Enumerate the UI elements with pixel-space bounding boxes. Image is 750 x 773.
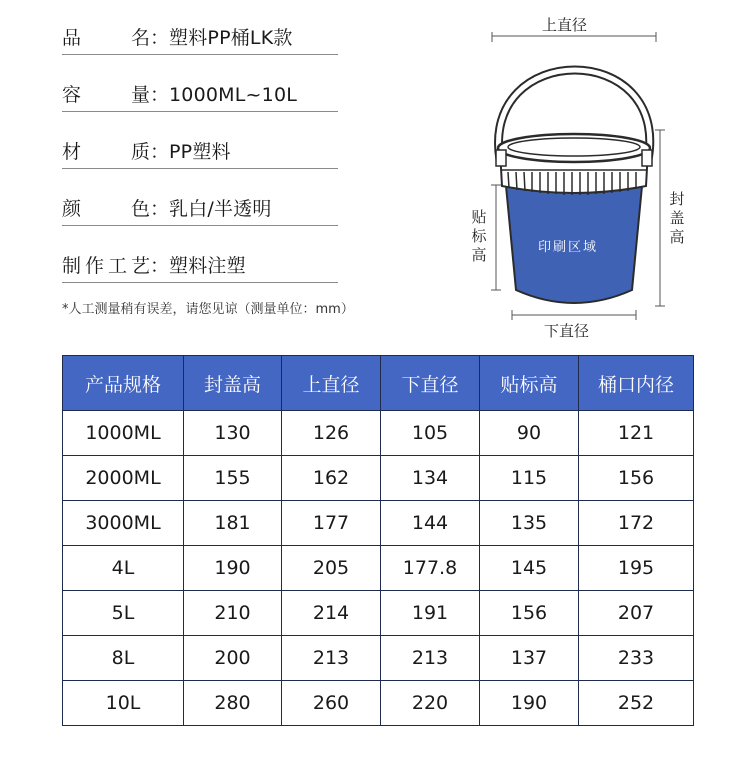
label-height-label: 贴标高	[471, 208, 487, 264]
spec-label	[62, 250, 150, 282]
spec-label-char: 工	[107, 255, 127, 277]
table-cell: 2000ML	[63, 456, 184, 501]
spec-label-char: 材	[62, 141, 82, 163]
header-cell: 桶口内径	[579, 356, 694, 411]
spec-label-char: 艺	[130, 255, 150, 277]
spec-label-char: 制	[62, 255, 82, 277]
spec-value: PP塑料	[169, 141, 231, 163]
table-cell: 162	[282, 456, 381, 501]
table-cell: 115	[480, 456, 579, 501]
table-row	[63, 501, 694, 546]
spec-value: 塑料PP桶LK款	[169, 27, 293, 49]
table-cell: 105	[381, 411, 480, 456]
spec-colon: ：	[150, 255, 170, 277]
spec-label-char: 质	[130, 141, 150, 163]
header-cell: 下直径	[381, 356, 480, 411]
table-cell: 144	[381, 501, 480, 546]
table-cell: 155	[184, 456, 282, 501]
header-cell: 贴标高	[480, 356, 579, 411]
spec-label	[62, 136, 150, 168]
table-cell: 233	[579, 636, 694, 681]
table-cell: 8L	[63, 636, 184, 681]
table-cell: 4L	[63, 546, 184, 591]
table-cell: 10L	[63, 681, 184, 726]
spec-row-capacity	[62, 79, 338, 112]
spec-label-char: 颜	[62, 198, 82, 220]
table-cell: 252	[579, 681, 694, 726]
table-cell: 191	[381, 591, 480, 636]
spec-row-material	[62, 136, 338, 169]
spec-label-char: 色	[130, 198, 150, 220]
table-row	[63, 681, 694, 726]
table-cell: 121	[579, 411, 694, 456]
table-cell: 210	[184, 591, 282, 636]
table-header-row	[63, 356, 694, 411]
table-row	[63, 591, 694, 636]
table-cell: 220	[381, 681, 480, 726]
table-cell: 260	[282, 681, 381, 726]
table-cell: 135	[480, 501, 579, 546]
spec-table	[62, 355, 694, 726]
spec-label-char: 容	[62, 84, 82, 106]
spec-label-char: 品	[62, 27, 82, 49]
spec-label	[62, 193, 150, 225]
header-cell: 封盖高	[184, 356, 282, 411]
spec-colon: ：	[150, 27, 170, 49]
table-cell: 130	[184, 411, 282, 456]
table-cell: 200	[184, 636, 282, 681]
table-cell: 280	[184, 681, 282, 726]
table-row	[63, 546, 694, 591]
table-cell: 213	[381, 636, 480, 681]
spec-value: 塑料注塑	[169, 255, 246, 277]
table-cell: 214	[282, 591, 381, 636]
table-cell: 137	[480, 636, 579, 681]
table-cell: 1000ML	[63, 411, 184, 456]
table-cell: 177.8	[381, 546, 480, 591]
spec-value: 乳白/半透明	[169, 198, 272, 220]
table-cell: 156	[480, 591, 579, 636]
header-cell: 产品规格	[63, 356, 184, 411]
table-cell: 177	[282, 501, 381, 546]
table-cell: 156	[579, 456, 694, 501]
spec-row-name	[62, 22, 338, 55]
spec-row-color	[62, 193, 338, 226]
table-cell: 181	[184, 501, 282, 546]
table-cell: 134	[381, 456, 480, 501]
print-area-label: 印刷区域	[538, 240, 599, 255]
table-cell: 126	[282, 411, 381, 456]
spec-colon: ：	[150, 84, 170, 106]
table-row	[63, 636, 694, 681]
table-cell: 172	[579, 501, 694, 546]
table-cell: 205	[282, 546, 381, 591]
top-diameter-label: 上直径	[542, 16, 588, 34]
header-cell: 上直径	[282, 356, 381, 411]
table-cell: 190	[480, 681, 579, 726]
lid-height-label: 封盖高	[669, 190, 685, 246]
table-row	[63, 456, 694, 501]
table-cell: 3000ML	[63, 501, 184, 546]
table-row	[63, 411, 694, 456]
table-cell: 190	[184, 546, 282, 591]
spec-label-char: 量	[130, 84, 150, 106]
table-cell: 90	[480, 411, 579, 456]
spec-colon: ：	[150, 198, 170, 220]
table-cell: 213	[282, 636, 381, 681]
bucket-drawing	[460, 0, 750, 345]
spec-value: 1000ML~10L	[169, 84, 298, 106]
table-cell: 5L	[63, 591, 184, 636]
bottom-diameter-label: 下直径	[544, 322, 590, 340]
bucket-diagram	[460, 0, 750, 345]
spec-label	[62, 79, 150, 111]
measurement-note: *人工测量稍有误差，请您见谅（测量单位：mm）	[62, 302, 354, 317]
spec-row-process	[62, 250, 338, 283]
spec-label-char: 作	[84, 255, 104, 277]
table-cell: 145	[480, 546, 579, 591]
table-cell: 195	[579, 546, 694, 591]
spec-colon: ：	[150, 141, 170, 163]
table-cell: 207	[579, 591, 694, 636]
spec-label	[62, 22, 150, 54]
spec-label-char: 名	[130, 27, 150, 49]
